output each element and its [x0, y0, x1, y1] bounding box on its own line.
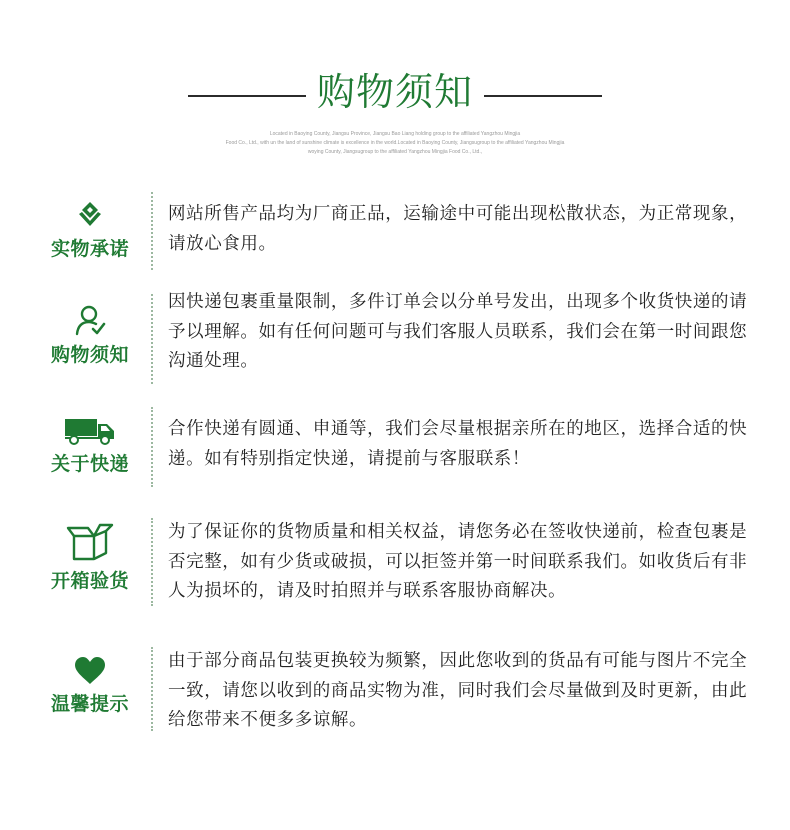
dotted-divider	[151, 192, 153, 270]
section-text: 合作快递有圆通、申通等，我们会尽量根据亲所在的地区，选择合适的快递。如有特别指定快递，请提前与客服联系！	[168, 419, 748, 469]
section-icon-block	[40, 200, 140, 261]
section-text: 为了保证你的货物质量和相关权益，请您务必在签收快递前，检查包裹是否完整，如有少货或破损，可以拒签并第一时间联系我们。如收货后有非人为损坏的，请及时拍照并与联系客服协商解决。	[168, 522, 748, 601]
section-label: 购物须知	[50, 344, 129, 366]
diamond-leaf-icon	[75, 200, 105, 230]
header	[0, 0, 790, 170]
section-text: 网站所售产品均为厂商正品，运输途中可能出现松散状态，为正常现象，请放心食用。	[168, 204, 748, 254]
subtitle-line: Food Co., Ltd., with un the land of sunshine climate is excellence in the world.Located in Baoying County, Jiangsugroup to the affiliated Yangzhou Mingjia	[225, 140, 565, 146]
subtitle	[170, 130, 620, 157]
section-icon-block	[40, 522, 140, 593]
title-rule-left	[188, 95, 306, 97]
person-check-icon	[74, 304, 106, 336]
section-label: 温馨提示	[50, 693, 129, 715]
heart-icon	[74, 657, 106, 685]
open-box-icon	[66, 522, 114, 562]
subtitle-line: Located in Baoying County, Jiangsu Province, Jiangsu Bao Liang holding group to the affiliated Yangzhou Mingjia	[269, 131, 521, 137]
section-label: 实物承诺	[50, 238, 129, 260]
section-icon-block	[40, 417, 140, 476]
dotted-divider	[151, 647, 153, 731]
section-text: 由于部分商品包装更换较为频繁，因此您收到的货品有可能与图片不完全一致，请您以收到的商品实物为准，同时我们会尽量做到及时更新，由此给您带来不便多多谅解。	[168, 651, 748, 730]
section-icon-block	[40, 657, 140, 716]
section-icon-block	[40, 304, 140, 367]
section-text: 因快递包裹重量限制，多件订单会以分单号发出，出现多个收货快递的请予以理解。如有任何问题可与我们客服人员联系，我们会在第一时间跟您沟通处理。	[168, 292, 748, 371]
section-label: 开箱验货	[50, 570, 129, 592]
dotted-divider	[151, 294, 153, 384]
section-label: 关于快递	[50, 453, 129, 475]
truck-icon	[64, 417, 116, 445]
subtitle-line: woying County, Jiangsugroup to the affiliated Yangzhou Mingjia Food Co., Ltd.,	[307, 149, 483, 155]
title-rule-right	[484, 95, 602, 97]
page-title: 购物须知	[316, 70, 473, 114]
dotted-divider	[151, 407, 153, 487]
dotted-divider	[151, 518, 153, 606]
